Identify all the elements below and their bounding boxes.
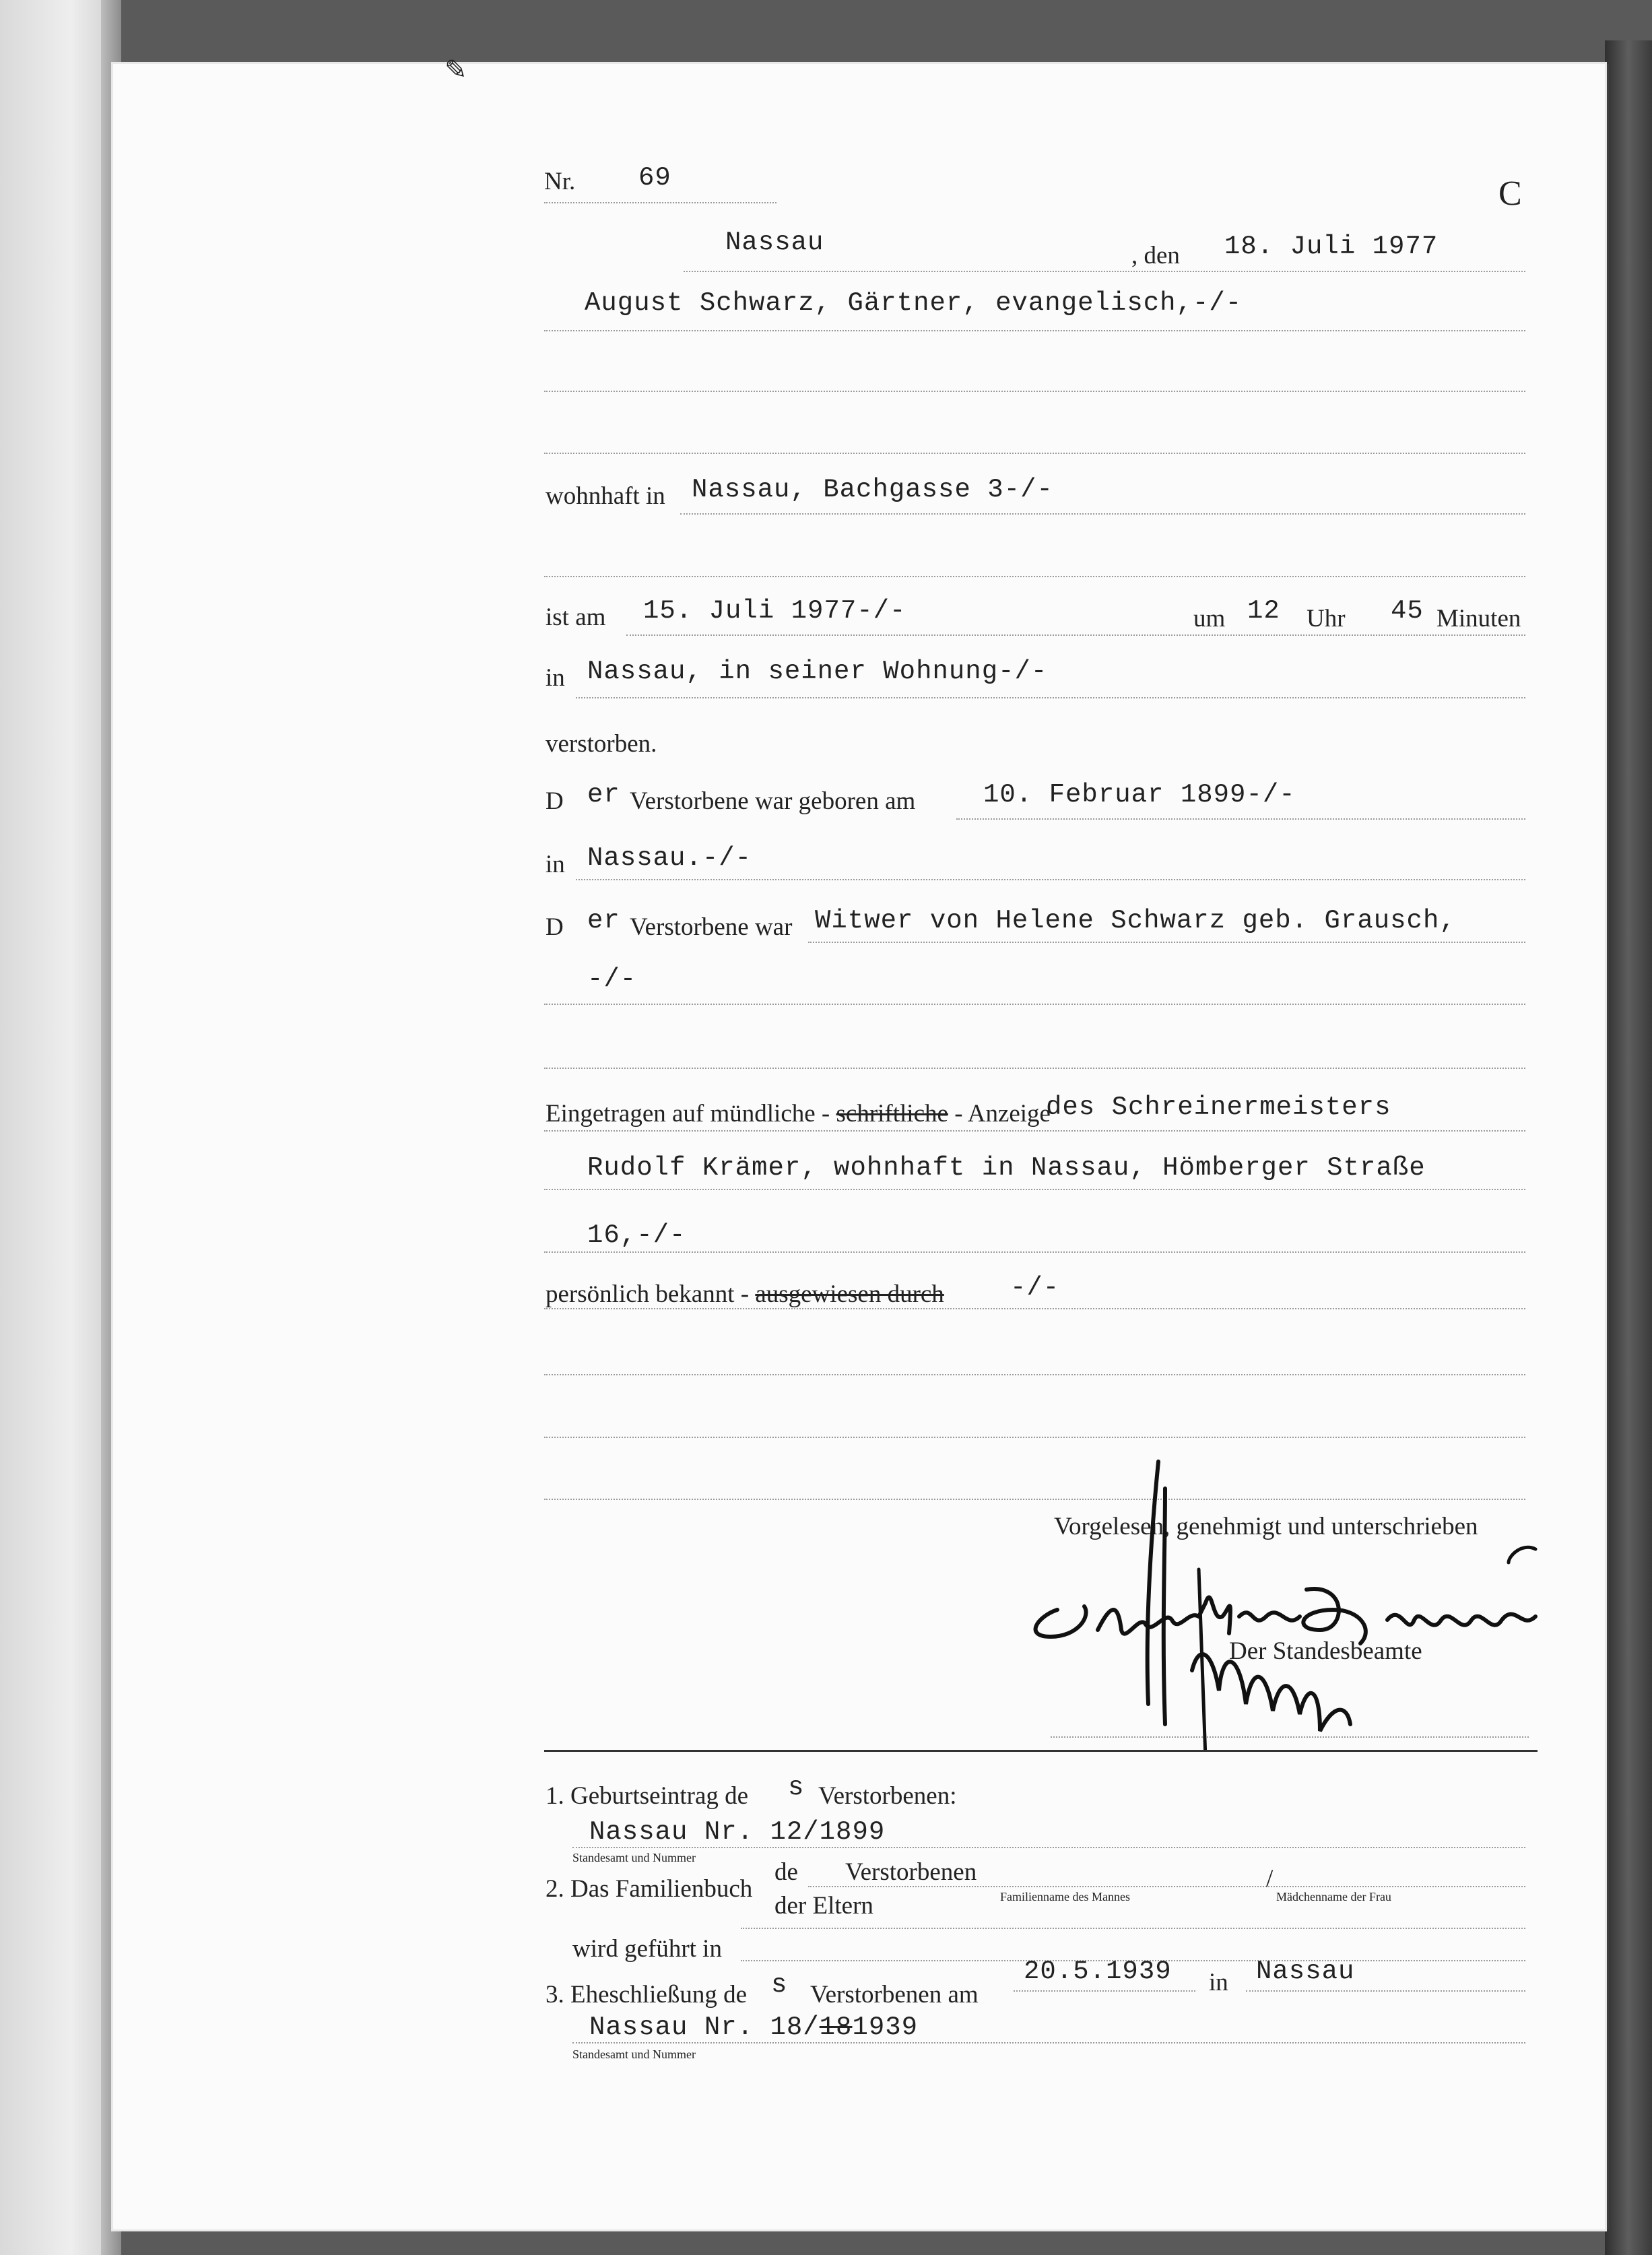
gender-suffix: s bbox=[771, 1970, 788, 2000]
rule bbox=[626, 634, 1525, 636]
minuten-label: Minuten bbox=[1436, 605, 1521, 632]
rule bbox=[572, 1847, 1525, 1848]
rule bbox=[544, 330, 1525, 331]
rule bbox=[544, 1308, 1525, 1309]
rule bbox=[544, 391, 1525, 392]
gender-suffix: s bbox=[788, 1773, 805, 1802]
rule bbox=[956, 818, 1525, 820]
register-letter: C bbox=[1498, 174, 1522, 213]
ink-mark: ✎ bbox=[444, 55, 467, 85]
verstorben-label: verstorben. bbox=[546, 730, 657, 758]
residence-label: wohnhaft in bbox=[546, 482, 665, 510]
de-label: de bbox=[774, 1858, 798, 1886]
book-spine bbox=[0, 0, 118, 2255]
caption-wife: Mädchenname der Frau bbox=[1276, 1890, 1391, 1903]
birth-register-value: Nassau Nr. 12/1899 bbox=[589, 1817, 886, 1847]
date-value: 18. Juli 1977 bbox=[1224, 232, 1439, 261]
uhr-label: Uhr bbox=[1307, 605, 1346, 632]
gender-suffix: er bbox=[587, 780, 620, 810]
marriage-date: 20.5.1939 bbox=[1024, 1957, 1172, 1986]
rule bbox=[576, 697, 1525, 698]
struck-option: ausgewiesen durch bbox=[755, 1280, 944, 1308]
rule bbox=[572, 2042, 1525, 2044]
marriage-place: Nassau bbox=[1256, 1957, 1355, 1986]
birth-register-label-2: Verstorbenen: bbox=[818, 1782, 957, 1810]
rule bbox=[808, 1886, 1525, 1887]
rule bbox=[576, 879, 1525, 880]
rule bbox=[544, 1251, 1525, 1253]
rule bbox=[544, 1068, 1525, 1069]
death-in-label: in bbox=[546, 664, 565, 692]
eltern-label: der Eltern bbox=[774, 1892, 873, 1920]
book-cover-edge bbox=[1605, 40, 1652, 2255]
ist-am-label: ist am bbox=[546, 603, 606, 631]
rule bbox=[544, 1437, 1525, 1438]
rule bbox=[544, 202, 777, 203]
marital-cont: -/- bbox=[587, 965, 637, 994]
death-place: Nassau, in seiner Wohnung-/- bbox=[587, 657, 1048, 686]
rule bbox=[544, 1004, 1525, 1005]
birth-register-label: 1. Geburtseintrag de bbox=[546, 1782, 749, 1810]
marital-label: Verstorbene war bbox=[630, 913, 793, 941]
struck-digits: 18 bbox=[819, 2013, 853, 2042]
rule bbox=[1246, 1990, 1525, 1992]
identity-label: persönlich bekannt - ausgewiesen durch bbox=[546, 1280, 944, 1308]
rule bbox=[544, 1374, 1525, 1375]
d-label: D bbox=[546, 787, 564, 815]
read-approved-label: Vorgelesen, genehmigt und unterschrieben bbox=[1054, 1513, 1478, 1540]
marriage-in-label: in bbox=[1209, 1969, 1228, 1996]
family-book-value: Verstorbenen bbox=[845, 1858, 977, 1886]
section-divider bbox=[544, 1750, 1538, 1752]
birth-date: 10. Februar 1899-/- bbox=[983, 780, 1296, 810]
person-value: August Schwarz, Gärtner, evangelisch,-/- bbox=[585, 288, 1243, 318]
caption-husband: Familienname des Mannes bbox=[1000, 1890, 1130, 1903]
marital-value: Witwer von Helene Schwarz geb. Grausch, bbox=[815, 906, 1456, 936]
rule bbox=[544, 1130, 1525, 1132]
rule bbox=[544, 1189, 1525, 1190]
entry-value-3: 16,-/- bbox=[587, 1220, 686, 1250]
rule bbox=[544, 576, 1525, 577]
rule bbox=[680, 513, 1525, 515]
kept-in-label: wird geführt in bbox=[572, 1935, 722, 1963]
birth-label: Verstorbene war geboren am bbox=[630, 787, 916, 815]
struck-option: schriftliche bbox=[836, 1100, 948, 1128]
entry-label: Eingetragen auf mündliche - schriftliche - Anzeige bbox=[546, 1100, 1051, 1128]
death-date: 15. Juli 1977-/- bbox=[643, 596, 906, 626]
entry-value-1: des Schreinermeisters bbox=[1046, 1092, 1391, 1122]
death-minutes: 45 bbox=[1391, 596, 1424, 626]
marriage-register-value: Nassau Nr. 18/181939 bbox=[589, 2013, 919, 2042]
den-label: , den bbox=[1131, 242, 1180, 269]
gender-suffix: er bbox=[587, 906, 620, 936]
birth-place: Nassau.-/- bbox=[587, 843, 752, 873]
official-label: Der Standesbeamte bbox=[1229, 1637, 1422, 1665]
caption: Standesamt und Nummer bbox=[572, 2048, 696, 2061]
rule bbox=[808, 942, 1525, 943]
slash-mark: / bbox=[1266, 1865, 1274, 1893]
handwritten-signatures bbox=[997, 1448, 1603, 1751]
caption: Standesamt und Nummer bbox=[572, 1851, 696, 1864]
identity-value: -/- bbox=[1010, 1273, 1060, 1303]
residence-value: Nassau, Bachgasse 3-/- bbox=[692, 475, 1053, 504]
death-hour: 12 bbox=[1247, 596, 1280, 626]
entry-value-2: Rudolf Krämer, wohnhaft in Nassau, Hömberger Straße bbox=[587, 1153, 1426, 1183]
um-label: um bbox=[1193, 605, 1226, 632]
rule bbox=[741, 1928, 1525, 1929]
rule bbox=[684, 271, 1525, 272]
nr-value: 69 bbox=[638, 163, 671, 193]
rule bbox=[1014, 1990, 1195, 1992]
place-value: Nassau bbox=[725, 228, 824, 257]
d-label: D bbox=[546, 913, 564, 941]
nr-label: Nr. bbox=[544, 168, 576, 195]
rule bbox=[544, 453, 1525, 454]
marriage-label-2: Verstorbenen am bbox=[810, 1981, 979, 2008]
birth-in-label: in bbox=[546, 851, 565, 878]
marriage-label: 3. Eheschließung de bbox=[546, 1981, 747, 2008]
family-book-label: 2. Das Familienbuch bbox=[546, 1875, 753, 1903]
